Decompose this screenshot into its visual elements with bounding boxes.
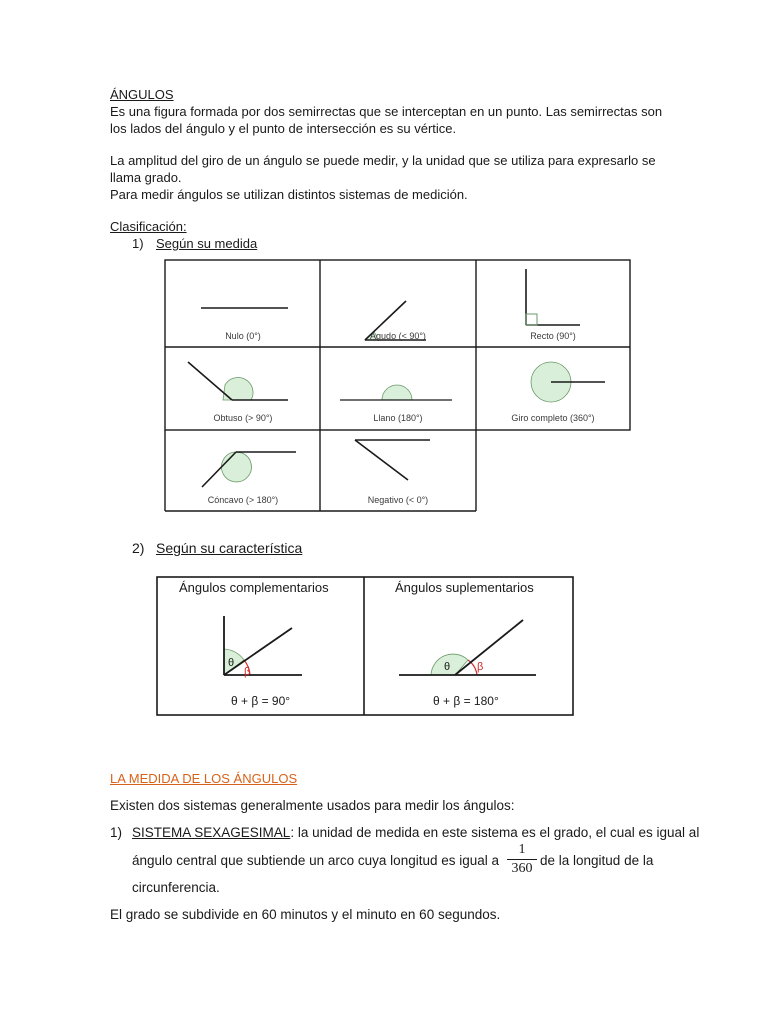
beta-label: β (477, 661, 484, 673)
negative-angle-icon (355, 440, 430, 480)
cell-label: Cóncavo (> 180°) (207, 495, 279, 505)
obtuse-angle-icon (188, 362, 288, 400)
cell-label: Obtuso (> 90°) (213, 413, 273, 423)
angle-relations-figure (155, 574, 577, 720)
cell-label: Llano (180°) (373, 413, 423, 423)
theta-label: θ (444, 661, 451, 673)
intro-line: los lados del ángulo y el punto de intersección es su vértice. (110, 121, 457, 136)
complementary-formula: θ + β = 90° (231, 694, 291, 708)
section-title: LA MEDIDA DE LOS ÁNGULOS (110, 771, 298, 786)
beta-label: β (244, 666, 251, 678)
concave-angle-icon (202, 452, 296, 487)
list-item-by-characteristic: Según su característica (156, 540, 303, 556)
list-number: 2) (132, 540, 145, 556)
sexagesimal-line2-pre: ángulo central que subtiende un arco cuya longitud es igual a (132, 853, 500, 868)
cell-label: Agudo (< 90°) (370, 331, 426, 341)
amplitude-line: llama grado. (110, 170, 182, 185)
cell-label: Negativo (< 0°) (367, 495, 429, 505)
supplementary-formula: θ + β = 180° (433, 694, 499, 708)
cell-label: Giro completo (360°) (511, 413, 595, 423)
fraction-bar (507, 859, 537, 860)
straight-angle-icon (340, 385, 452, 400)
cell-label: Nulo (0°) (225, 331, 261, 341)
amplitude-line: La amplitud del giro de un ángulo se puede medir, y la unidad que se utiliza para expresarlo se (110, 153, 656, 168)
fraction-numerator: 1 (518, 842, 526, 857)
degree-subdivision-line: El grado se subdivide en 60 minutos y el minuto en 60 segundos. (110, 907, 501, 922)
complementary-title: Ángulos complementarios (179, 580, 329, 595)
full-turn-angle-icon (531, 362, 605, 402)
sexagesimal-line3: circunferencia. (132, 880, 220, 895)
fraction-denominator: 360 (511, 861, 533, 876)
list-item-by-measure: Según su medida (156, 236, 258, 251)
fraction-one-360 (507, 842, 537, 877)
sexagesimal-term: SISTEMA SEXAGESIMAL (132, 825, 291, 840)
intro-line: Es una figura formada por dos semirrectas que se interceptan en un punto. Las semirrectas son (110, 104, 663, 119)
systems-line: Para medir ángulos se utilizan distintos sistemas de medición. (110, 187, 468, 202)
sexagesimal-line2-post: de la longitud de la (540, 853, 654, 868)
classification-title: Clasificación: (110, 219, 187, 234)
angle-classification-figure (160, 255, 636, 517)
sexagesimal-desc: : la unidad de medida en este sistema es el grado, el cual es igual al (290, 825, 700, 840)
theta-label: θ (228, 657, 235, 669)
list-number: 1) (110, 825, 123, 840)
section-intro: Existen dos sistemas generalmente usados para medir los ángulos: (110, 798, 515, 813)
sexagesimal-line (132, 824, 700, 841)
supplementary-angles-diagram (399, 620, 536, 675)
doc-title: ÁNGULOS (110, 87, 174, 102)
complementary-angles-diagram (224, 616, 302, 675)
cell-label: Recto (90°) (530, 331, 576, 341)
list-number: 1) (132, 236, 144, 251)
right-angle-icon (526, 269, 580, 325)
supplementary-title: Ángulos suplementarios (395, 580, 534, 595)
